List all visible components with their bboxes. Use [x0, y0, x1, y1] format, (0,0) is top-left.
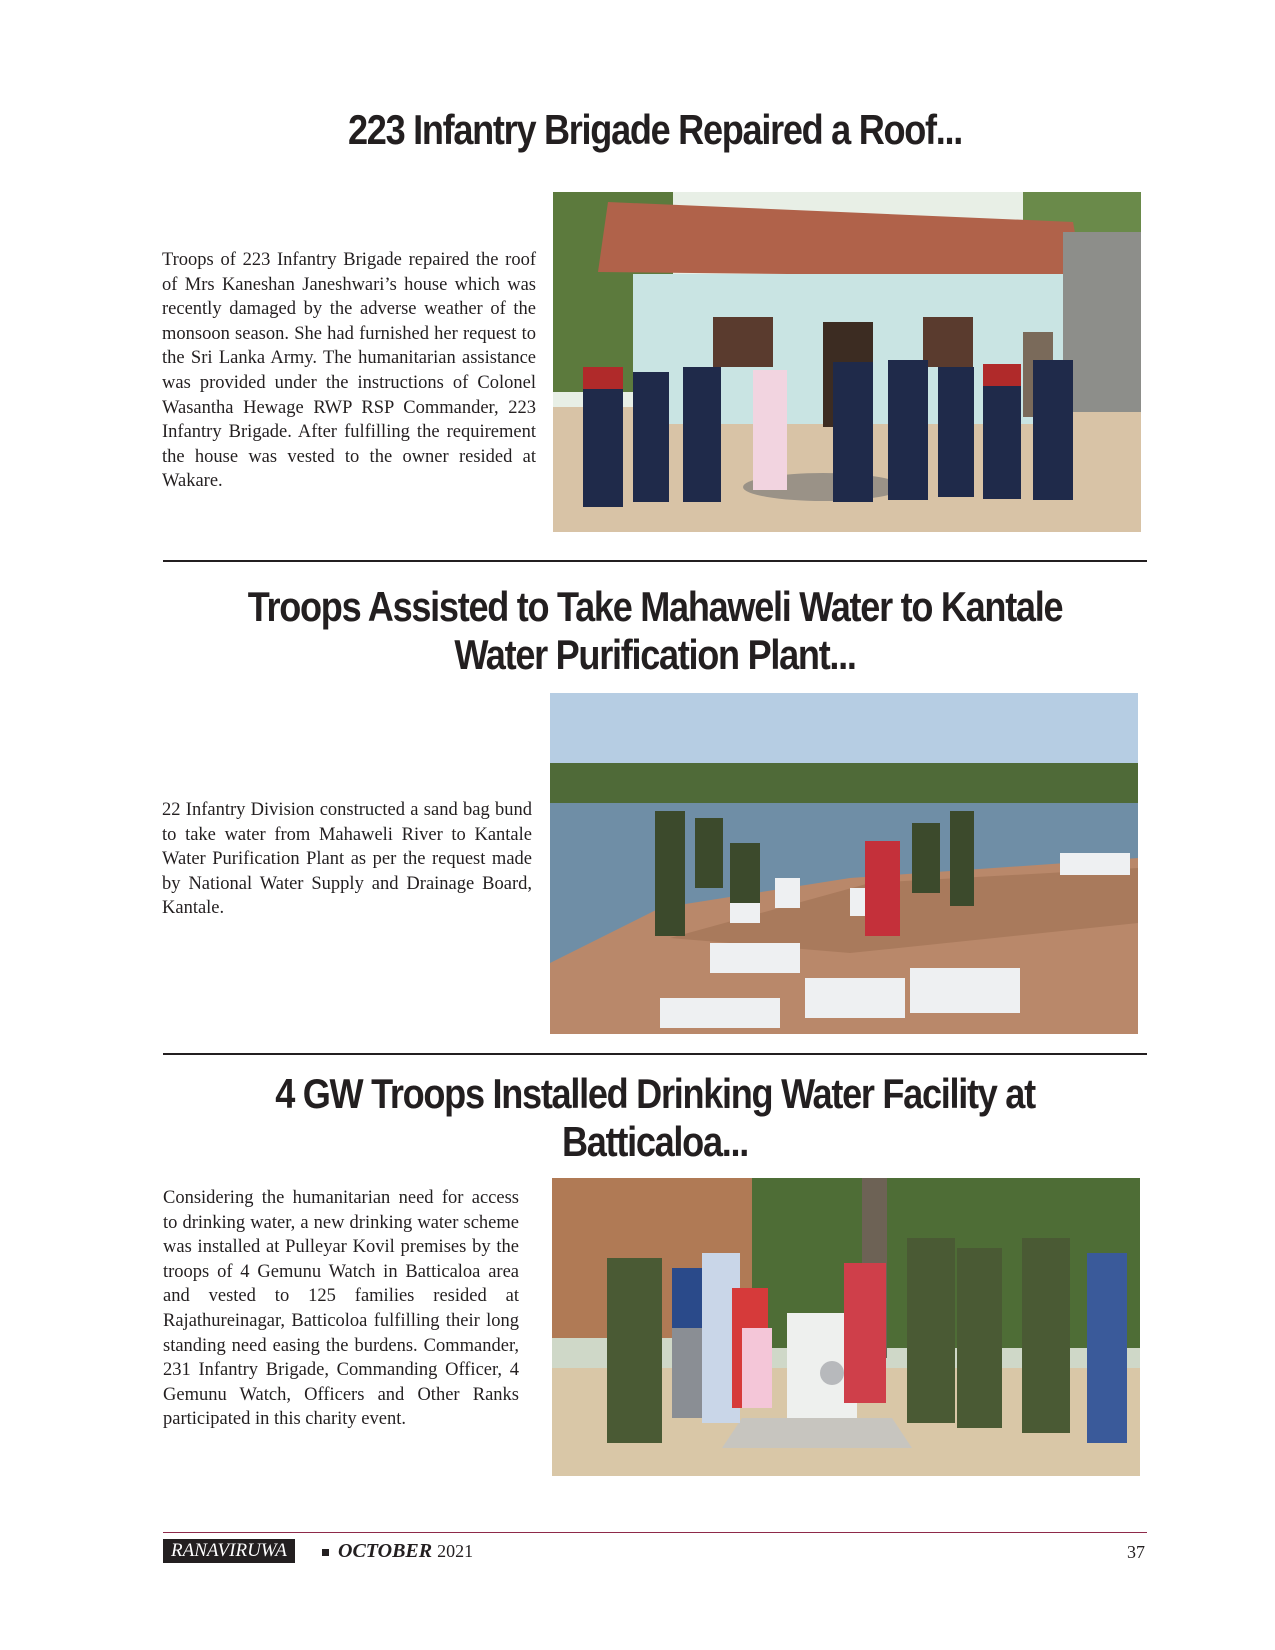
- article-2-photo-sandbag-bund: [550, 693, 1138, 1034]
- article-1-headline: 223 Infantry Brigade Repaired a Roof...: [347, 106, 963, 153]
- footer-rule: [163, 1532, 1147, 1533]
- footer-separator: [322, 1549, 329, 1556]
- article-2-headline-line-2: Water Purification Plant...: [454, 631, 856, 678]
- article-3-photo-water-facility: [552, 1178, 1140, 1476]
- magazine-name: RANAVIRUWA: [163, 1539, 295, 1563]
- article-1-photo-house-repair: [553, 192, 1141, 532]
- section-divider: [163, 560, 1147, 562]
- article-3-headline-line-1: 4 GW Troops Installed Drinking Water Facility at: [275, 1070, 1035, 1117]
- article-3-headline-line-2: Batticaloa...: [562, 1118, 748, 1165]
- article-2-headline-line-1: Troops Assisted to Take Mahaweli Water to Kantale: [247, 583, 1063, 630]
- page-number: 37: [1127, 1542, 1145, 1562]
- article-3-body: Considering the humanitarian need for access to drinking water, a new drinking water scheme was installed at Pulleyar Kovil premises by the troops of 4 Gemunu Watch in Batticaloa area and vested to 125 families resided at Rajathureinagar, Batticoloa fulfilling their long standing need easing the burdens. Commander, 231 Infantry Brigade, Commanding Officer, 4 Gemunu Watch, Officers and Other Ranks participated in this charity event.: [163, 1188, 519, 1430]
- issue-month: OCTOBER: [338, 1540, 433, 1562]
- issue-year: 2021: [437, 1541, 474, 1561]
- issue-date: [338, 1538, 473, 1564]
- article-2-headline: [229, 583, 1080, 679]
- article-1-body: Troops of 223 Infantry Brigade repaired the roof of Mrs Kaneshan Janeshwari’s house which was recently damaged by the adverse weather of the monsoon season. She had furnished her request to the Sri Lanka Army. The humanitarian assistance was provided under the instructions of Colonel Wasantha Hewage RWP RSP Commander, 223 Infantry Brigade. After fulfilling the requirement the house was vested to the owner resided at Wakare.: [162, 250, 536, 492]
- article-3-headline: [229, 1070, 1080, 1166]
- section-divider: [163, 1053, 1147, 1055]
- article-2-body: 22 Infantry Division constructed a sand bag bund to take water from Mahaweli River to Kantale Water Purification Plant as per the request made by National Water Supply and Drainage Board, Kantale.: [162, 800, 532, 919]
